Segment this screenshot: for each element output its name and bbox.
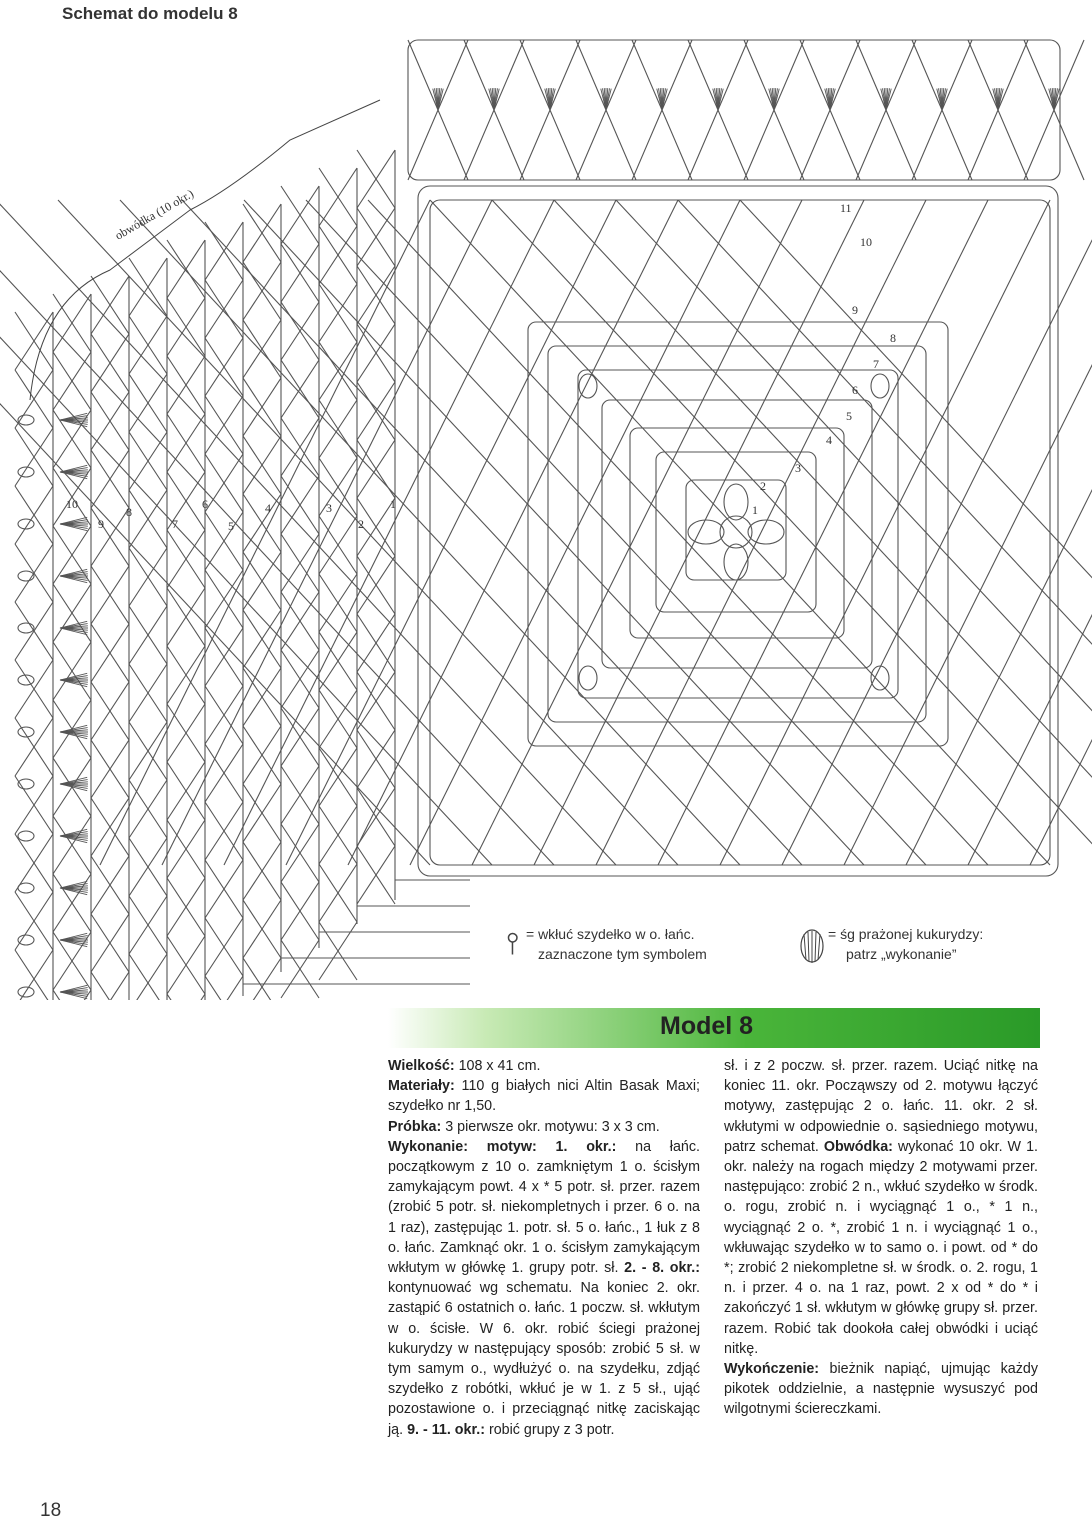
instructions-column-2 xyxy=(724,1056,1038,1420)
border-label: obwódka (10 okr.) xyxy=(112,186,196,243)
size-label: Wielkość: xyxy=(388,1058,455,1074)
motif-round-label: 10 xyxy=(860,235,872,249)
motif-round-label: 4 xyxy=(826,433,832,447)
border-round-label: 10 xyxy=(66,497,78,511)
popcorn-stitch-icon xyxy=(798,926,828,966)
execution-text: na łańc. początkowym z 10 o. zamkniętym 1 o. ścisłym zamykającym powt. 4 x * 5 potr. sł. przer. razem (zrobić 5 potr. sł. niekompletnych i przer. 6 o. na 1 raz), zastępując 1. potr. sł. 5 o. łańc., 1 łuk z 8 o. łańc. Zamknąć okr. 1 o. ścisłym zamykającym wkłutym w główkę 1. grupy potr. sł. xyxy=(388,1138,700,1277)
popcorn-legend-line-2: patrz „wykonanie” xyxy=(846,946,957,962)
model-title: Model 8 xyxy=(660,1012,754,1040)
border-round-label: 7 xyxy=(172,517,178,531)
sample-text: 3 pierwsze okr. motywu: 3 x 3 cm. xyxy=(441,1118,660,1135)
finishing-text: bieżnik napiąć, ujmując każdy pikotek oddzielnie, a następnie wysuszyć pod wilgotnymi ściereczkami. xyxy=(724,1361,1038,1418)
motif-round-label: 6 xyxy=(852,383,858,397)
rounds-9-11-label: 9. - 11. okr.: xyxy=(407,1421,485,1438)
rounds-2-8-text: kontynuować wg schematu. Na koniec 2. okr. zastąpić 6 ostatnich o. łańc. 1 poczw. sł. wkłutym w o. ścisłe. W 6. okr. robić ściegi prażonej kukurydzy w następujący sposób: zrobić 5 sł. w tym samym o., wydłużyć o. na szydełku, zdjąć szydełko z robótki, wkłuć je w 1. z 5 sł., ująć pozostawione o. i przeciągnąć nitkę zaciskając ją. xyxy=(388,1280,700,1438)
model-banner xyxy=(388,1008,1040,1048)
motif-round-label: 8 xyxy=(890,331,896,345)
materials-text: 110 g białych nici Altin Basak Maxi; szydełko nr 1,50. xyxy=(388,1078,700,1115)
border-round-label: 6 xyxy=(202,497,208,511)
border-round-label: 8 xyxy=(126,505,132,519)
motif-round-label: 3 xyxy=(795,461,801,475)
rounds-2-8-label: 2. - 8. okr.: xyxy=(624,1260,701,1277)
border-instructions-label: Obwódka: xyxy=(823,1138,893,1155)
instructions-column-1 xyxy=(388,1056,700,1440)
page-number: 18 xyxy=(40,1500,62,1521)
hook-symbol-icon: ⫯ xyxy=(506,927,520,960)
border-round-label: 9 xyxy=(98,517,104,531)
page-title: Schemat do modelu 8 xyxy=(62,4,238,23)
size-text: 108 x 41 cm. xyxy=(454,1058,541,1074)
border-round-label: 1 xyxy=(390,497,396,511)
execution-label: Wykonanie: motyw: 1. okr.: xyxy=(388,1138,617,1155)
rounds-9-11-text: robić grupy z 3 potr. xyxy=(484,1421,615,1438)
border-round-label: 3 xyxy=(326,501,332,515)
hook-legend-line-1: = wkłuć szydełko w o. łańc. xyxy=(526,926,695,942)
finishing-label: Wykończenie: xyxy=(724,1361,820,1378)
border-round-label: 2 xyxy=(358,517,364,531)
border-instructions-text: wykonać 10 okr. W 1. okr. należy na rogach między 2 motywami przer. następująco: zrobić 2 n., wkłuć szydełko w środk. o. rogu, zrobić n. i wyciągnąć 1 o., * 1 n., wyciągnąć 2 o. *, zrobić 1 n. i wyciągnąć 1 o., wkłuwając szydełko w to samo o. i powt. od * do *; zrobić 2 niekompletne sł. w środk. o. 2. rogu, 1 n. i przer. 4 o. na 1 raz, powt. 2 x od * do * i zakończyć 1 sł. wkłutym w główkę grupy sł. przer. razem. Robić tak dookoła całej obwódki i uciąć nitkę. xyxy=(724,1138,1038,1357)
motif-round-label: 5 xyxy=(846,409,852,423)
motif-round-label: 11 xyxy=(840,201,852,215)
hook-legend-line-2: zaznaczone tym symbolem xyxy=(538,946,707,962)
popcorn-legend xyxy=(798,924,983,964)
hook-legend xyxy=(506,924,707,964)
motif-round-label: 1 xyxy=(752,503,758,517)
motif-round-label: 9 xyxy=(852,303,858,317)
continuation-text: sł. i z 2 poczw. sł. przer. razem. Uciąć nitkę na koniec 11. okr. Począwszy od 2. motywu łączyć motywy, zastępując 2 o. łańc. 11. okr. 2 sł. wkłutymi w odpowiednie o. sąsiedniego motywu, patrz schemat. xyxy=(724,1058,1038,1155)
motif-round-label: 2 xyxy=(760,479,766,493)
border-round-label: 5 xyxy=(228,519,234,533)
sample-label: Próbka: xyxy=(388,1118,442,1135)
border-round-label: 4 xyxy=(265,501,271,515)
motif-round-label: 7 xyxy=(873,357,879,371)
materials-label: Materiały: xyxy=(388,1078,455,1095)
popcorn-legend-line-1: = śg prażonej kukurydzy: xyxy=(828,926,984,942)
